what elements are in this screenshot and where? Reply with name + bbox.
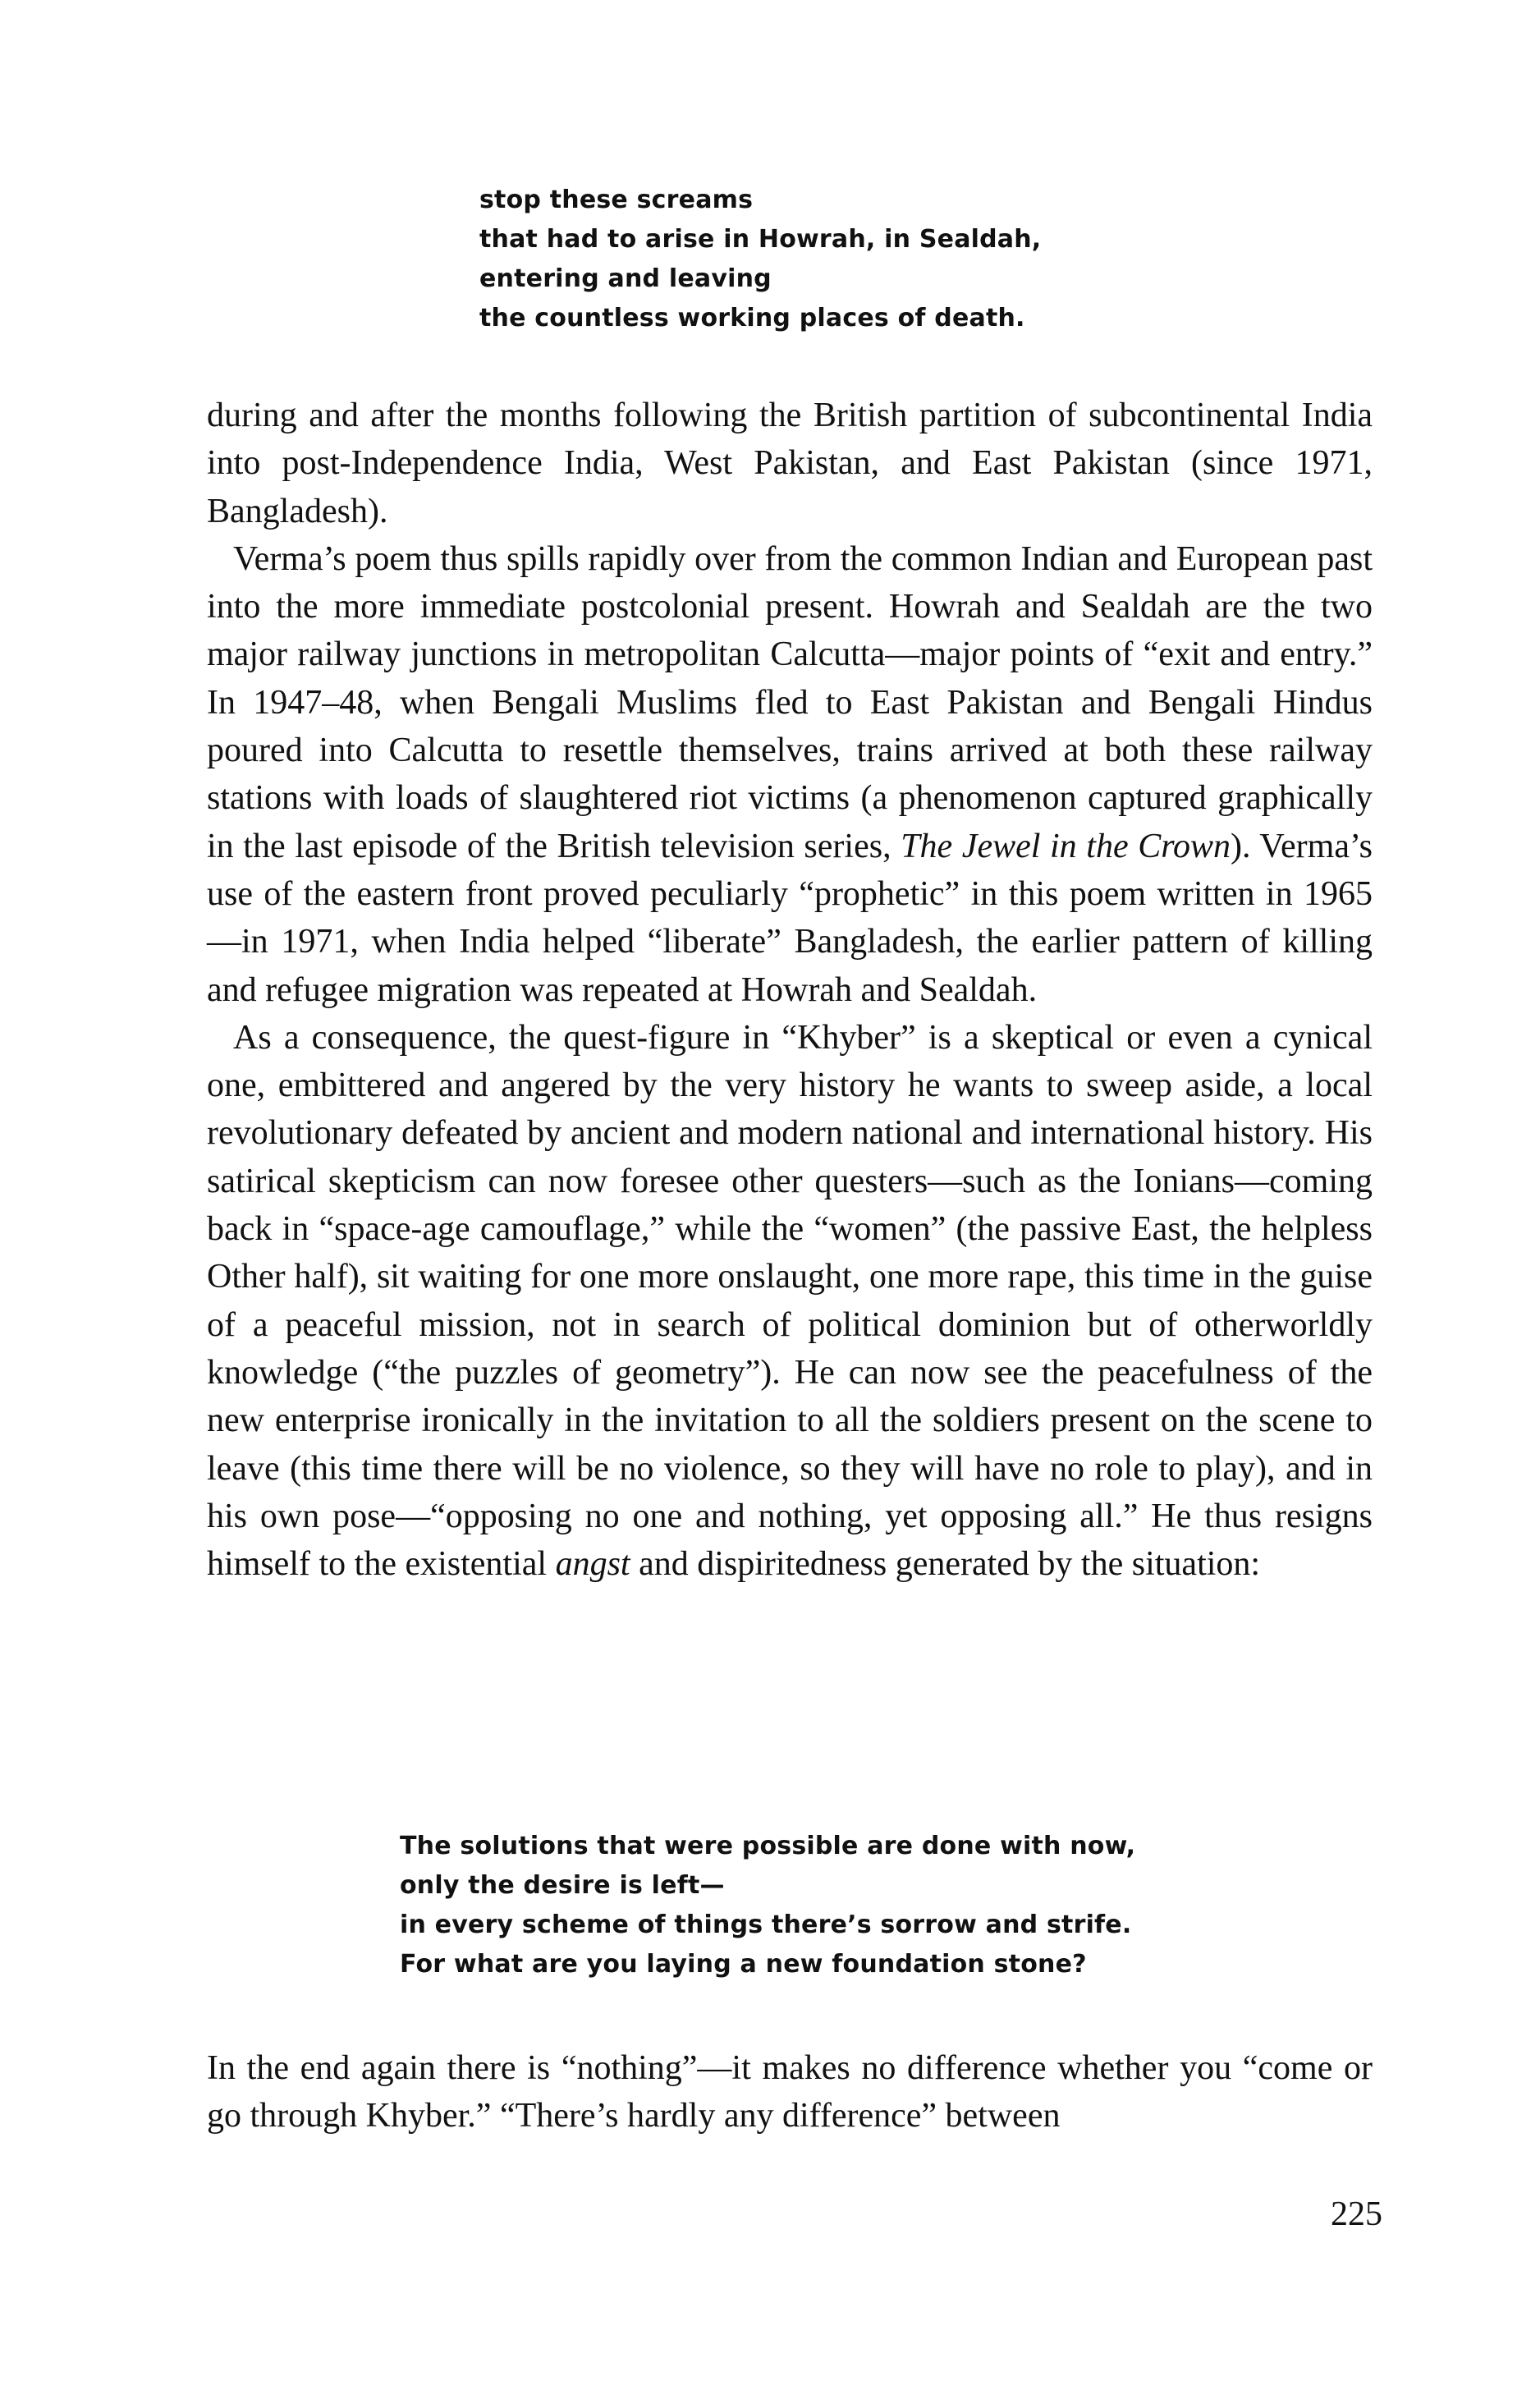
text-run: ). Verma’s use of the eastern front proved peculiarly “prophetic” in this poem written in 1965—in 1971, when India helped “liberate” Bangladesh, the earlier pattern of killing and refugee migration was repeated at Howrah and Sealdah. (207, 827, 1373, 1009)
verse-line: For what are you laying a new foundation stone? (400, 1950, 1087, 1979)
verse-line: only the desire is left— (400, 1871, 725, 1900)
body-text-bottom (207, 2044, 1373, 2140)
verse-line: that had to arise in Howrah, in Sealdah, (479, 225, 1042, 254)
verse-line: stop these screams (479, 186, 754, 214)
verse-line: the countless working places of death. (479, 304, 1025, 333)
verse-line: entering and leaving (479, 264, 772, 293)
paragraph-quest-figure (207, 1014, 1373, 1589)
verse-excerpt-top (479, 181, 1041, 338)
verse-line: in every scheme of things there’s sorrow and strife. (400, 1910, 1132, 1939)
italic-word: angst (555, 1545, 630, 1584)
paragraph-railway (207, 535, 1373, 1014)
text-run: As a consequence, the quest-figure in “Khyber” is a skeptical or even a cynical one, embittered and angered by the very history he wants to sweep aside, a local revolutionary defeated by ancient and modern national and international history. His satirical skepticism can now foresee other questers—such as the Ionians—coming back in “space-age camouflage,” while the “women” (the passive East, the helpless Other half), sit waiting for one more onslaught, one more rape, this time in the guise of a peaceful mission, not in search of political dominion but of otherworldly knowledge (“the puzzles of geometry”). He can now see the peacefulness of the new enterprise ironically in the invitation to all the soldiers present on the scene to leave (this time there will be no violence, so they will have no role to play), and in his own pose—“opposing no one and nothing, yet opposing all.” He thus resigns himself to the existential (207, 1018, 1373, 1584)
verse-excerpt-bottom (400, 1827, 1135, 1984)
paragraph-continuation: during and after the months following the British partition of subcontinental India into post-Independence India, West Pakistan, and East Pakistan (since 1971, Bangladesh). (207, 397, 1373, 530)
body-text-top (207, 392, 1373, 1588)
paragraph-ending: In the end again there is “nothing”—it makes no difference whether you “come or go through Khyber.” “There’s hardly any difference” between (207, 2049, 1373, 2135)
verse-line: The solutions that were possible are done with now, (400, 1832, 1136, 1860)
page-number: 225 (1331, 2195, 1382, 2233)
text-run: Verma’s poem thus spills rapidly over from the common Indian and European past into the more immediate postcolonial present. Howrah and Sealdah are the two major railway junctions in metropolitan Calcutta—major points of “exit and entry.” In 1947–48, when Bengali Muslims fled to East Pakistan and Bengali Hindus poured into Calcutta to resettle themselves, trains arrived at both these railway stations with loads of slaughtered riot victims (a phenomenon captured graphically in the last episode of the British television series, (207, 539, 1373, 865)
text-run: and dispiritedness generated by the situation: (630, 1545, 1261, 1584)
italic-title: The Jewel in the Crown (901, 827, 1231, 865)
